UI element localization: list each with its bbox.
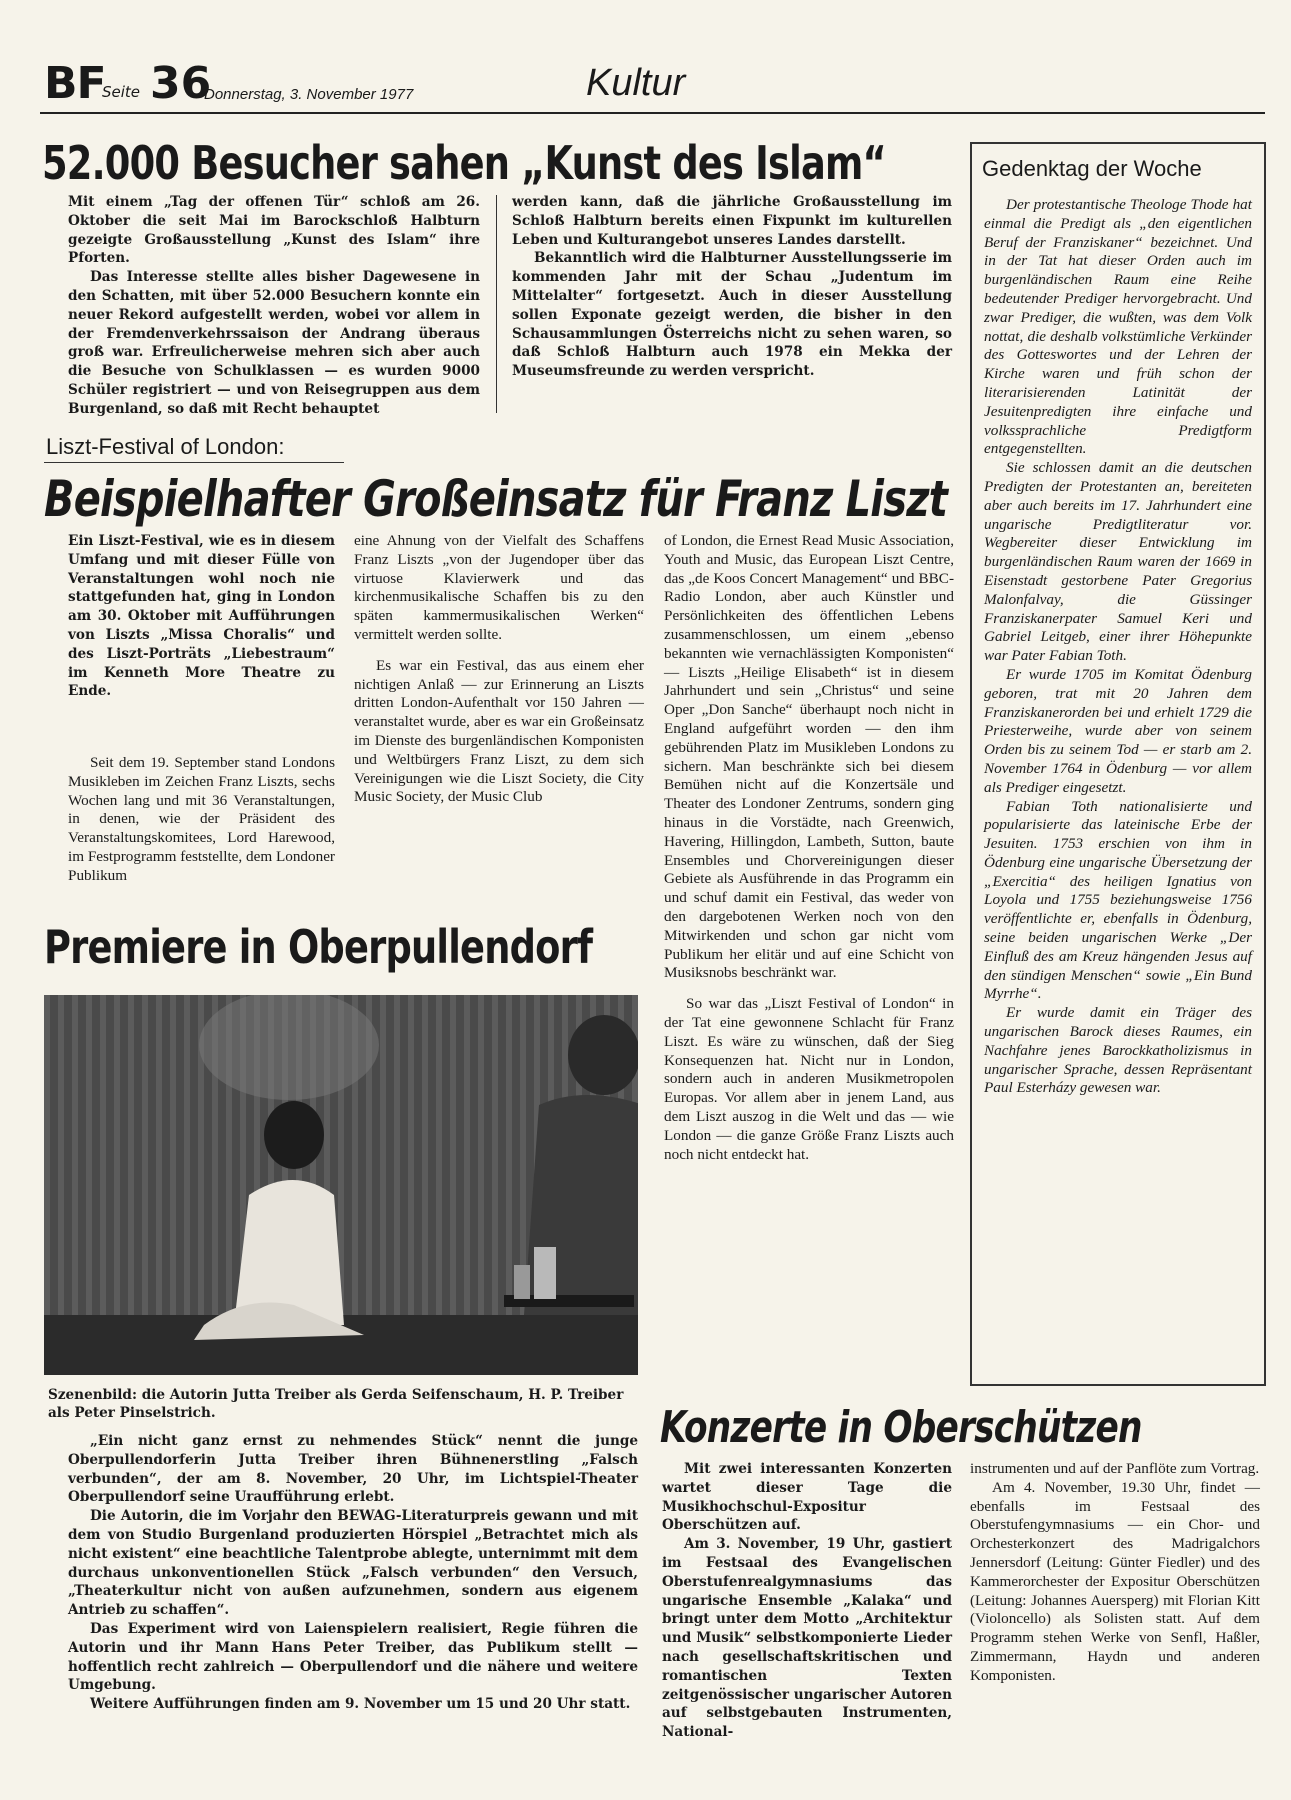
article-islam-col2: [512, 193, 952, 381]
liszt-paragraph-3: eine Ahnung von der Vielfalt des Schaffens Franz Liszts „von der Jugendoper über das virtuose Klavierwerk und das kirchenmusikalische Schaffen bis zu den späten kammermusikalischen Werken“ vermittelt werden sollte.: [354, 532, 644, 643]
liszt-headline: Beispielhafter Großeinsatz für Franz Liszt: [44, 470, 948, 528]
header-rule: [40, 112, 1265, 114]
liszt-lead-paragraph: Ein Liszt-Festival, wie es in diesem Umfang und mit dieser Fülle von Veranstaltungen wohl noch nie stattgefunden hat, ging in London am 30. Oktober mit Aufführungen von Liszts „Missa Choralis“ und des Liszt-Porträts „Liebestraum“ im Kenneth More Theatre zu Ende.: [68, 533, 335, 700]
sidebar-paragraph-2: Sie schlossen damit an die deutschen Predigten der Protestanten an, bereiteten aber auch bereits im 17. Jahrhundert eine ungarische Predigtliteratur vor. Wegbereiter dieser Entwicklung im burgenländischen Raum waren der 1669 in Eisenstadt gestorbene Pater Gregorius Malonfalvay, die Güssinger Franziskanerpater Samuel Keri und Gabriel Leitgeb, einer ihrer Höhepunkte war Pater Fabian Toth.: [984, 459, 1252, 665]
photo-caption: Szenenbild: die Autorin Jutta Treiber als Gerda Seifenschaum, H. P. Treiber als Peter Pinselstrich.: [48, 1387, 624, 1421]
premiere-paragraph-1: „Ein nicht ganz ernst zu nehmendes Stück“ nennt die junge Oberpullendorferin Jutta Treiber ihren Bühnenerstling „Falsch verbunden“, der am 8. November, 20 Uhr, im Lichtspiel-Theater Oberpullendorf seine Uraufführung erlebt.: [68, 1433, 638, 1506]
konzerte-paragraph-3: instrumenten und auf der Panflöte zum Vortrag.: [970, 1460, 1260, 1477]
liszt-col1-lead: [68, 532, 335, 701]
article-islam-headline: 52.000 Besucher sahen „Kunst des Islam“: [42, 136, 886, 190]
sidebar-paragraph-1: Der protestantische Theologe Thode hat einmal die Predigt als „den eigentlichen Beruf der Franziskaner“ bezeichnet. Und in der Tat hat dieser Orden auch im burgenländischen Raum eine Reihe bedeutender Prediger hervorgebracht. Und zwar Prediger, die wußten, was dem Volk nottat, die deshalb volkstümliche Verkünder des Gotteswortes und der Lehren der Kirche waren und früh schon der literarisierenden Latinität der Jesuitenpredigten ihre einfache und volkssprachliche Predigtform entgegenstellten.: [984, 196, 1252, 458]
konzerte-paragraph-2: Am 3. November, 19 Uhr, gastiert im Festsaal des Evangelischen Oberstufenrealgymnasiums das ungarische Ensemble „Kalaka“ und bringt unter dem Motto „Architektur und Musik“ selbstkomponierte Lieder nach gesellschaftskritischen und romantischen Texten zeitgenössischer ungarischer Autoren auf selbstgebauten Instrumenten, National-: [662, 1536, 952, 1741]
issue-date: Donnerstag, 3. November 1977: [204, 86, 414, 103]
page-number: 36: [150, 58, 212, 109]
article-islam-p1: Mit einem „Tag der offenen Tür“ schloß am 26. Oktober die seit Mai im Barockschloß Halbturn gezeigte Großausstellung „Kunst des Islam“ ihre Pforten.: [68, 194, 480, 267]
sidebar-body: [984, 196, 1252, 1098]
publication-logo: BF: [44, 58, 106, 109]
konzerte-headline: Konzerte in Oberschützen: [660, 1402, 1142, 1453]
sidebar-paragraph-4: Fabian Toth nationalisierte und popularisierte das lateinische Erbe der Jesuiten. 1753 erschien von ihm in Ödenburg eine ungarische Übersetzung der „Exercitia“ des heiligen Ignatius von Loyola und 1755 beziehungsweise 1756 veröffentlichte er, ebenfalls in Ödenburg, seine beiden ungarischen Werke „Der Einfluß des am Kreuz hängenden Jesus auf den sündigen Menschen“ sowie „Ein Bund Myrrhe“.: [984, 797, 1252, 1003]
liszt-col1: [68, 754, 335, 886]
kicker-rule: [44, 462, 344, 463]
scene-photo-illustration: [44, 995, 638, 1375]
konzerte-paragraph-1: Mit zwei interessanten Konzerten wartet dieser Tage die Musikhochschul-Expositur Oberschützen auf.: [662, 1461, 952, 1534]
sidebar-title: Gedenktag der Woche: [982, 156, 1202, 181]
page-label: Seite: [102, 83, 141, 101]
premiere-paragraph-3: Das Experiment wird von Laienspielern realisiert, Regie führen die Autorin und ihr Mann Hans Peter Treiber, das Publikum stellt — hoffentlich recht zahlreich — Oberpullendorf und die nähere und weitere Umgebung.: [68, 1620, 638, 1694]
premiere-paragraph-2: Die Autorin, die im Vorjahr den BEWAG-Literaturpreis gewann und mit dem von Studio Burgenland produzierten Hörspiel „Betrachtet mich als nicht existent“ eine beachtliche Talentprobe ablegte, unternimmt mit dem durchaus unkonventionellen Stück „Falsch verbunden“ den Versuch, „Theaterkultur nicht von außen aufzunehmen, sondern aus eigenem Antrieb zu schaffen“.: [68, 1508, 638, 1619]
scene-photo: [44, 995, 638, 1375]
premiere-headline: Premiere in Oberpullendorf: [44, 920, 593, 974]
article-islam-col1: [68, 193, 480, 419]
liszt-col2: [354, 532, 644, 807]
premiere-body: [68, 1432, 638, 1714]
premiere-paragraph-4: Weitere Aufführungen finden am 9. November um 15 und 20 Uhr statt.: [90, 1696, 631, 1713]
sidebar-paragraph-5: Er wurde damit ein Träger des ungarischen Barock dieses Raumes, ein Nachfahre jenes Barockkatholizismus in ungarischer Sprache, dessen Repräsentant Paul Esterházy gewesen war.: [984, 1004, 1252, 1097]
article-islam-p2: Das Interesse stellte alles bisher Dagewesene in den Schatten, mit über 52.000 Besuchern konnte ein neuer Rekord aufgestellt werden, wobei vor allem in der Fremdenverkehrssaison der Andrang überaus groß war. Erfreulicherweise mehren sich aber auch die Besuche von Schulklassen — es wurden 9000 Schüler registriert — und von Reisegruppen aus dem Burgenland, so daß mit Recht behauptet: [68, 269, 480, 417]
liszt-col3: [664, 532, 954, 1164]
liszt-paragraph-6: So war das „Liszt Festival of London“ in der Tat eine gewonnene Schlacht für Franz Liszt. Es wäre zu wünschen, daß der Sieg Konsequenzen hat. Nicht nur in London, sondern auch in anderen Musikmetropolen Europas. Vor allem aber in jenem Land, aus dem Liszt auszog in die Welt und das — wie London — die ganze Größe Franz Liszts auch noch nicht entdeckt hat.: [664, 995, 954, 1163]
liszt-paragraph-2: Seit dem 19. September stand Londons Musikleben im Zeichen Franz Liszts, sechs Wochen lang und mit 36 Veranstaltungen, in denen, wie der Präsident des Veranstaltungskomitees, Lord Harewood, im Festprogramm feststellte, dem Londoner Publikum: [68, 754, 335, 884]
column-divider: [496, 195, 497, 413]
sidebar-paragraph-3: Er wurde 1705 im Komitat Ödenburg geboren, trat mit 20 Jahren dem Franziskanerorden bei und erhielt 1729 die Priesterweihe, wurde aber von seinem Orden bis zu seinem Tod — er starb am 2. November 1764 in Ödenburg — vor allem als Prediger eingesetzt.: [984, 665, 1252, 796]
section-title: Kultur: [586, 62, 686, 104]
article-islam-p3: werden kann, daß die jährliche Großausstellung im Schloß Halbturn bereits einen Fixpunkt im kulturellen Leben und Kulturangebot unseres Landes darstellt.: [512, 194, 952, 248]
liszt-kicker: Liszt-Festival of London:: [46, 434, 285, 459]
konzerte-col2: [970, 1460, 1260, 1686]
liszt-paragraph-4: Es war ein Festival, das aus einem eher nichtigen Anlaß — zur Erinnerung an Liszts dritten London-Aufenthalt vor 150 Jahren — veranstaltet wurde, aber es war ein Großeinsatz im Dienste des burgenländischen Komponisten und Weltbürgers Franz Liszt, zu dem sich Vereinigungen wie die Liszt Society, die City Music Society, der Music Club: [354, 656, 644, 806]
konzerte-col1: [662, 1460, 952, 1742]
konzerte-paragraph-4: Am 4. November, 19.30 Uhr, findet — ebenfalls im Festsaal des Oberstufengymnasiums — ein Chor- und Orchesterkonzert des Madrigalchors Jennersdorf (Leitung: Günter Fiedler) und des Kammerorchester der Expositur Oberschützen (Leitung: Johannes Auersperg) mit Florian Kitt (Violoncello) als Solisten statt. Auf dem Programm stehen Werke von Senfl, Haßler, Zimmermann, Haydn und anderen Komponisten.: [970, 1478, 1260, 1684]
liszt-paragraph-5: of London, die Ernest Read Music Association, Youth and Music, das European Liszt Centre, das „de Koos Concert Management“ und BBC-Radio London, aber auch Künstler und Persönlichkeiten des öffentlichen Lebens zusammenschlossen, um einem „ebenso bekannten wie vernachlässigten Komponisten“ — Liszts „Heilige Elisabeth“ ist in diesem Jahrhundert und sein „Christus“ und seine Oper „Don Sanche“ überhaupt noch nicht in England aufgeführt worden — den ihm gebührenden Platz im Musikleben Londons zu sichern. Man beschränkte sich bei diesem Bemühen nicht auf die Konzertsäle und Theater des Londoner Zentrums, sondern ging hinaus in die Vorstädte, nach Greenwich, Havering, Hillingdon, Lambeth, Sutton, baute Ensembles und Chorvereinigungen dieser Gebiete als Ausführende in das Programm ein und schuf damit ein Festival, das weder von den dargebotenen Werken noch von den Mitwirkenden und schon gar nicht vom Publikum her elitär und auf eine Schicht von Musiksnobs beschränkt war.: [664, 532, 954, 982]
article-islam-p4: Bekanntlich wird die Halbturner Ausstellungsserie im kommenden Jahr mit der Schau „Judentum im Mittelalter“ fortgesetzt. Auch in dieser Ausstellung sollen Exponate gezeigt werden, die bisher in den Schausammlungen Österreichs nicht zu sehen waren, so daß Schloß Halbturn auch 1978 ein Mekka der Museumsfreunde zu werden verspricht.: [512, 250, 952, 380]
